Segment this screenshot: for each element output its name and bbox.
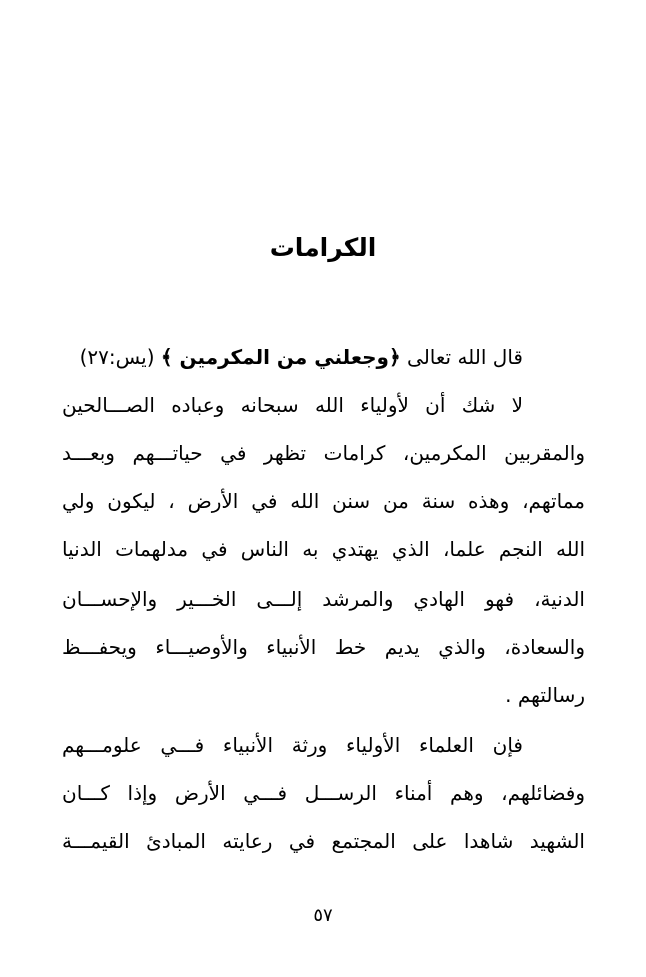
intro-lead: قال الله تعالى: [400, 345, 523, 369]
paragraph-line: الدنية، فهو الهادي والمرشد إلـــى الخـــير والإحســـان: [62, 587, 585, 611]
paragraph-line: الله النجم علما، الذي يهتدي به الناس في مدلهمات الدنيا: [62, 537, 585, 561]
paragraph-line: والسعادة، والذي يديم خط الأنبياء والأوصيـــاء ويحفـــظ: [62, 635, 585, 659]
paragraph-line: الشهيد شاهدا على المجتمع في رعايته المبادئ القيمـــة: [62, 829, 585, 853]
paragraph-line: رسالتهم .: [505, 683, 585, 707]
page-number: ٥٧: [313, 905, 333, 926]
intro-line: [62, 340, 585, 374]
quran-quote: ﴿وجعلني من المكرمين ﴾: [160, 345, 401, 369]
paragraph-line: والمقربين المكرمين، كرامات تظهر في حياتـــهم وبعـــد: [62, 441, 585, 465]
paragraph-line: وفضائلهم، وهم أمناء الرســـل فـــي الأرض وإذا كـــان: [62, 781, 585, 805]
paragraph-line: لا شك أن لأولياء الله سبحانه وعباده الصـــالحين: [62, 393, 523, 417]
paragraph-line: مماتهم، وهذه سنة من سنن الله في الأرض ، ليكون ولي: [62, 489, 585, 513]
chapter-title: الكرامات: [269, 233, 377, 262]
paragraph-line: فإن العلماء الأولياء ورثة الأنبياء فـــي علومـــهم: [62, 733, 523, 757]
quran-reference: (يس:٢٧): [79, 345, 161, 369]
